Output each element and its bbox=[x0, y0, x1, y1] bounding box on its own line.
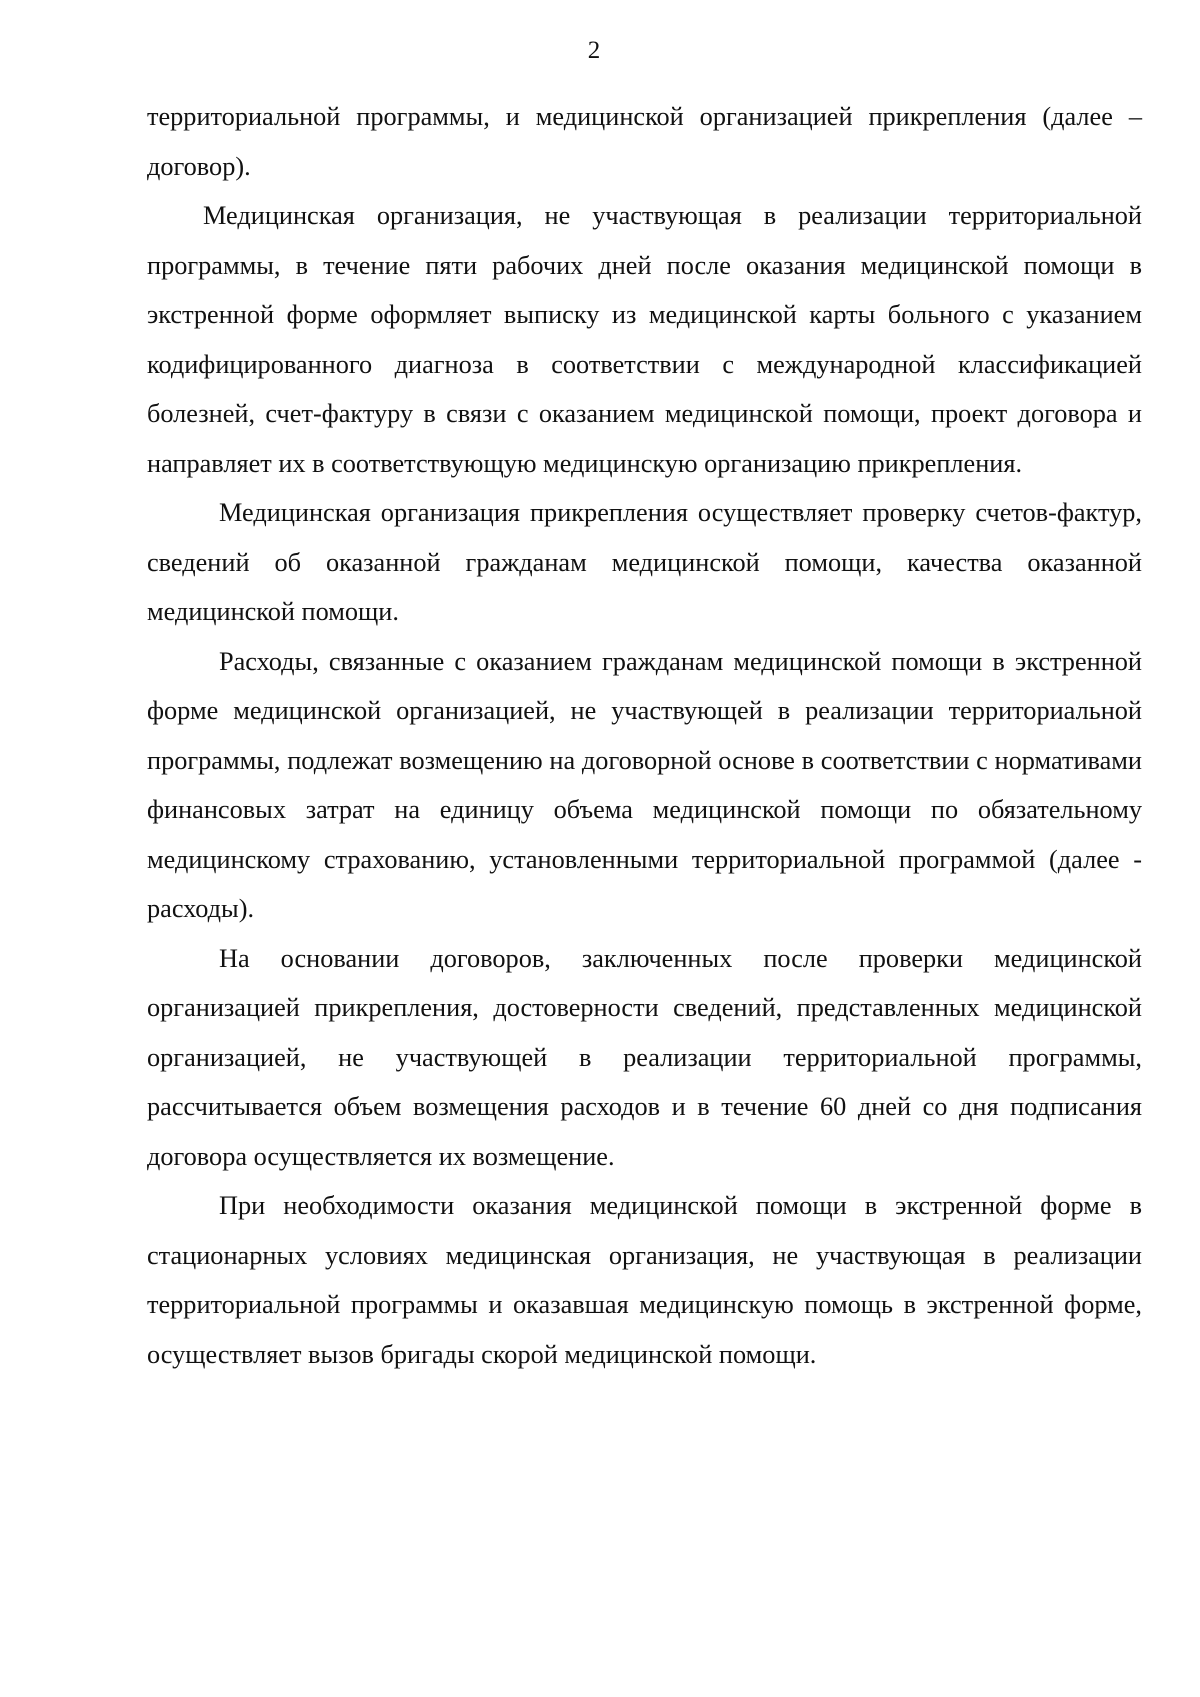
document-body bbox=[147, 92, 1142, 1379]
paragraph-invoice-verification: Медицинская организация прикрепления осуществляет проверку счетов-фактур, сведений об оказанной гражданам медицинской помощи, качества оказанной медицинской помощи. bbox=[147, 498, 1142, 626]
paragraph-reimbursement: На основании договоров, заключенных после проверки медицинской организацией прикрепления, достоверности сведений, представленных медицинской организацией, не участвующей в реализации территориальной программы, рассчитывается объем возмещения расходов и в течение 60 дней со дня подписания договора осуществляется их возмещение. bbox=[147, 943, 1142, 1171]
paragraph-expenses: Расходы, связанные с оказанием гражданам медицинской помощи в экстренной форме медицинской организацией, не участвующей в реализации территориальной программы, подлежат возмещению на договорной основе в соответствии с нормативами финансовых затрат на единицу объема медицинской помощи по обязательному медицинскому страхованию, установленными территориальной программой (далее - расходы). bbox=[147, 646, 1142, 923]
paragraph-emergency-ambulance: При необходимости оказания медицинской помощи в экстренной форме в стационарных условиях медицинская организация, не участвующая в реализации территориальной программы и оказавшая медицинскую помощь в экстренной форме, осуществляет вызов бригады скорой медицинской помощи. bbox=[147, 1191, 1142, 1369]
paragraph-nonparticipating-organization: Медицинская организация, не участвующая в реализации территориальной программы, в течение пяти рабочих дней после оказания медицинской помощи в экстренной форме оформляет выписку из медицинской карты больного с указанием кодифицированного диагноза в соответствии с международной классификацией болезней, счет-фактуру в связи с оказанием медицинской помощи, проект договора и направляет их в соответствующую медицинскую организацию прикрепления. bbox=[147, 201, 1142, 478]
paragraph-continuation: территориальной программы, и медицинской организацией прикрепления (далее – договор). bbox=[147, 102, 1142, 181]
page-number: 2 bbox=[587, 37, 601, 64]
